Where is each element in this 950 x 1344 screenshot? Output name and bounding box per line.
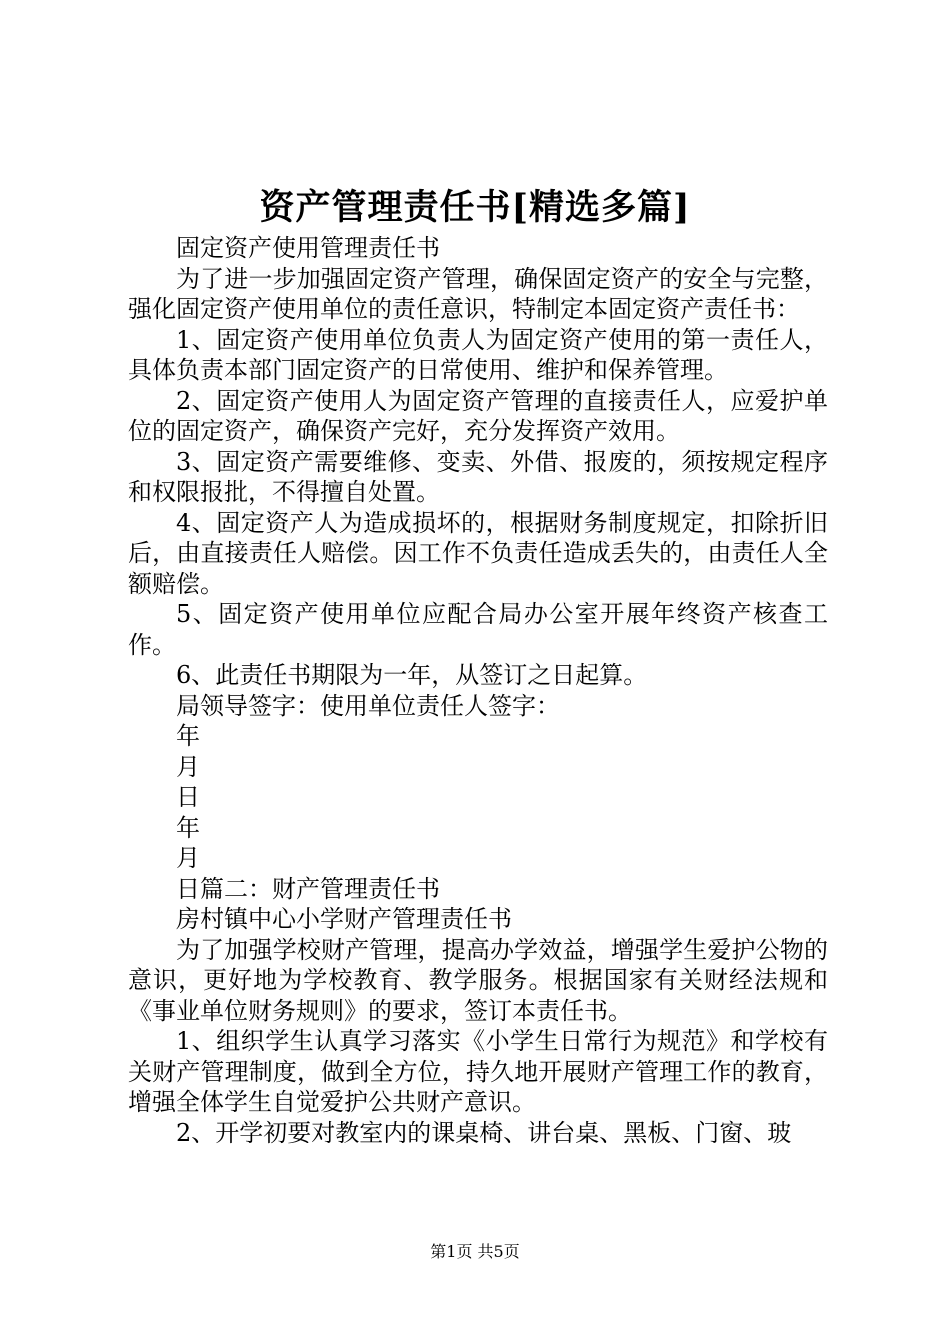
date-field: 年 — [176, 722, 200, 750]
section-heading: 日篇二：财产管理责任书 — [176, 874, 440, 903]
paragraph: 固定资产使用管理责任书 — [176, 234, 440, 262]
date-field: 日 — [176, 783, 200, 811]
paragraph: 5、固定资产使用单位应配合局办公室开展年终资产核查工作。 — [128, 600, 828, 659]
document-title: 资产管理责任书[精选多篇] — [259, 187, 691, 228]
paragraph: 2、固定资产使用人为固定资产管理的直接责任人，应爱护单位的固定资产，确保资产完好，充分发挥资产效用。 — [128, 386, 828, 445]
paragraph: 3、固定资产需要维修、变卖、外借、报废的，须按规定程序和权限报批，不得擅自处置。 — [128, 447, 828, 506]
date-field: 月 — [176, 844, 200, 872]
page-number-footer: 第1页 共5页 — [430, 1242, 520, 1261]
signature-line: 局领导签字：使用单位责任人签字： — [176, 691, 560, 720]
paragraph: 1、组织学生认真学习落实《小学生日常行为规范》和学校有关财产管理制度，做到全方位，持久地开展财产管理工作的教育，增强全体学生自觉爱护公共财产意识。 — [128, 1027, 828, 1116]
date-field: 月 — [176, 752, 200, 781]
paragraph: 房村镇中心小学财产管理责任书 — [176, 905, 512, 933]
document-body — [128, 233, 828, 1148]
paragraph: 2、开学初要对教室内的课桌椅、讲台桌、黑板、门窗、玻 — [176, 1118, 792, 1147]
paragraph: 1、固定资产使用单位负责人为固定资产使用的第一责任人，具体负责本部门固定资产的日常使用、维护和保养管理。 — [128, 325, 828, 384]
paragraph: 为了进一步加强固定资产管理，确保固定资产的安全与完整，强化固定资产使用单位的责任意识，特制定本固定资产责任书： — [128, 264, 828, 323]
paragraph: 4、固定资产人为造成损坏的，根据财务制度规定，扣除折旧后，由直接责任人赔偿。因工作不负责任造成丢失的，由责任人全额赔偿。 — [128, 508, 828, 598]
date-field: 年 — [176, 813, 200, 842]
paragraph: 为了加强学校财产管理，提高办学效益，增强学生爱护公物的意识，更好地为学校教育、教学服务。根据国家有关财经法规和《事业单位财务规则》的要求，签订本责任书。 — [128, 935, 828, 1025]
paragraph: 6、此责任书期限为一年，从签订之日起算。 — [176, 661, 648, 689]
